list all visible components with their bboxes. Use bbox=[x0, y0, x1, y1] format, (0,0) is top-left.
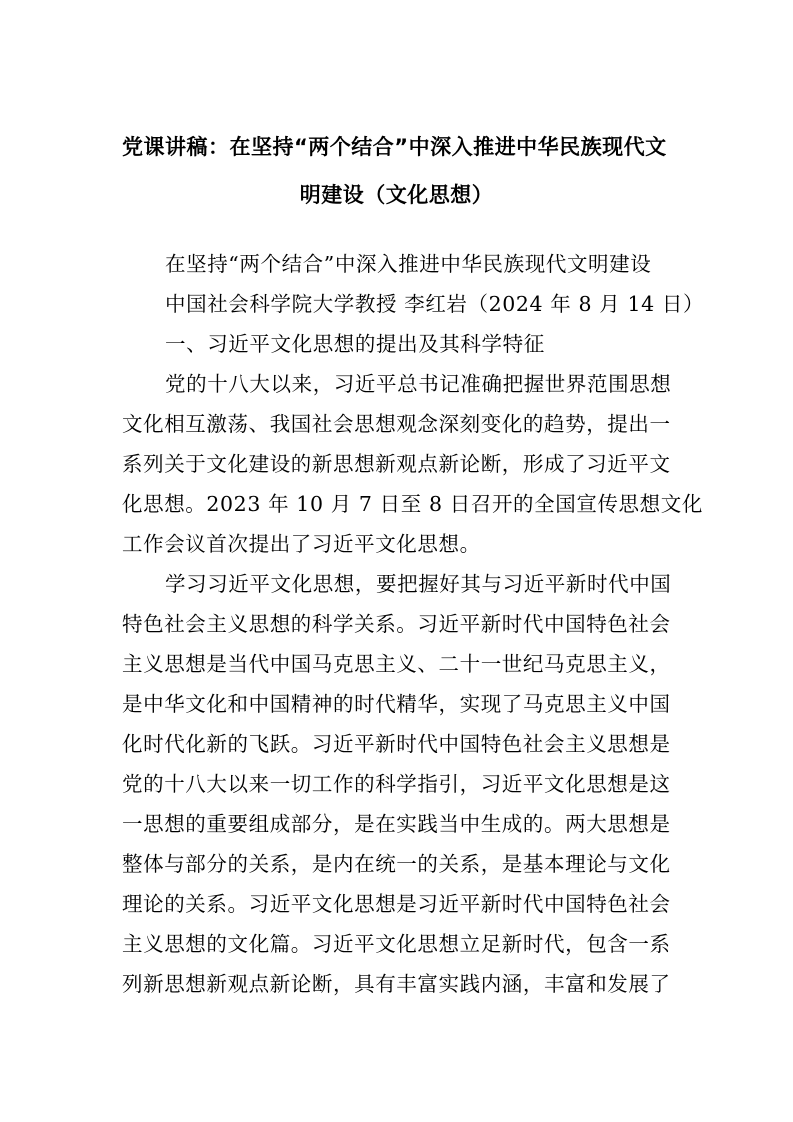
paragraph-line: 理论的关系。习近平文化思想是习近平新时代中国特色社会 bbox=[122, 892, 671, 916]
paragraph-line: 工作会议首次提出了习近平文化思想。 bbox=[122, 532, 481, 556]
author-line: 中国社会科学院大学教授 李红岩（2024 年 8 月 14 日） bbox=[165, 292, 705, 316]
paragraph-line: 一思想的重要组成部分，是在实践当中生成的。两大思想是 bbox=[122, 812, 671, 836]
paragraph-line: 特色社会主义思想的科学关系。习近平新时代中国特色社会 bbox=[122, 612, 671, 636]
document-title-line-1: 党课讲稿：在坚持“两个结合”中深入推进中华民族现代文 bbox=[122, 135, 667, 159]
document-body bbox=[122, 244, 705, 1004]
section-heading: 一、习近平文化思想的提出及其科学特征 bbox=[165, 332, 545, 356]
paragraph-line: 党的十八大以来一切工作的科学指引，习近平文化思想是这 bbox=[122, 772, 671, 796]
document-title-line-2: 明建设（文化思想） bbox=[299, 183, 494, 207]
paragraph-line: 学习习近平文化思想，要把握好其与习近平新时代中国 bbox=[165, 572, 672, 596]
paragraph-line: 文化相互激荡、我国社会思想观念深刻变化的趋势，提出一 bbox=[122, 412, 671, 436]
paragraph-line: 党的十八大以来，习近平总书记准确把握世界范围思想 bbox=[165, 372, 672, 396]
paragraph-line: 化思想。2023 年 10 月 7 日至 8 日召开的全国宣传思想文化 bbox=[122, 492, 703, 516]
paragraph-line: 主义思想的文化篇。习近平文化思想立足新时代，包含一系 bbox=[122, 932, 671, 956]
paragraph-line: 整体与部分的关系，是内在统一的关系，是基本理论与文化 bbox=[122, 852, 671, 876]
paragraph-line: 是中华文化和中国精神的时代精华，实现了马克思主义中国 bbox=[122, 692, 671, 716]
paragraph-line: 主义思想是当代中国马克思主义、二十一世纪马克思主义， bbox=[122, 652, 671, 676]
subtitle-line: 在坚持“两个结合”中深入推进中华民族现代文明建设 bbox=[165, 252, 652, 276]
paragraph-line: 列新思想新观点新论断，具有丰富实践内涵，丰富和发展了 bbox=[122, 972, 671, 996]
paragraph-line: 系列关于文化建设的新思想新观点新论断，形成了习近平文 bbox=[122, 452, 671, 476]
paragraph-line: 化时代化新的飞跃。习近平新时代中国特色社会主义思想是 bbox=[122, 732, 671, 756]
